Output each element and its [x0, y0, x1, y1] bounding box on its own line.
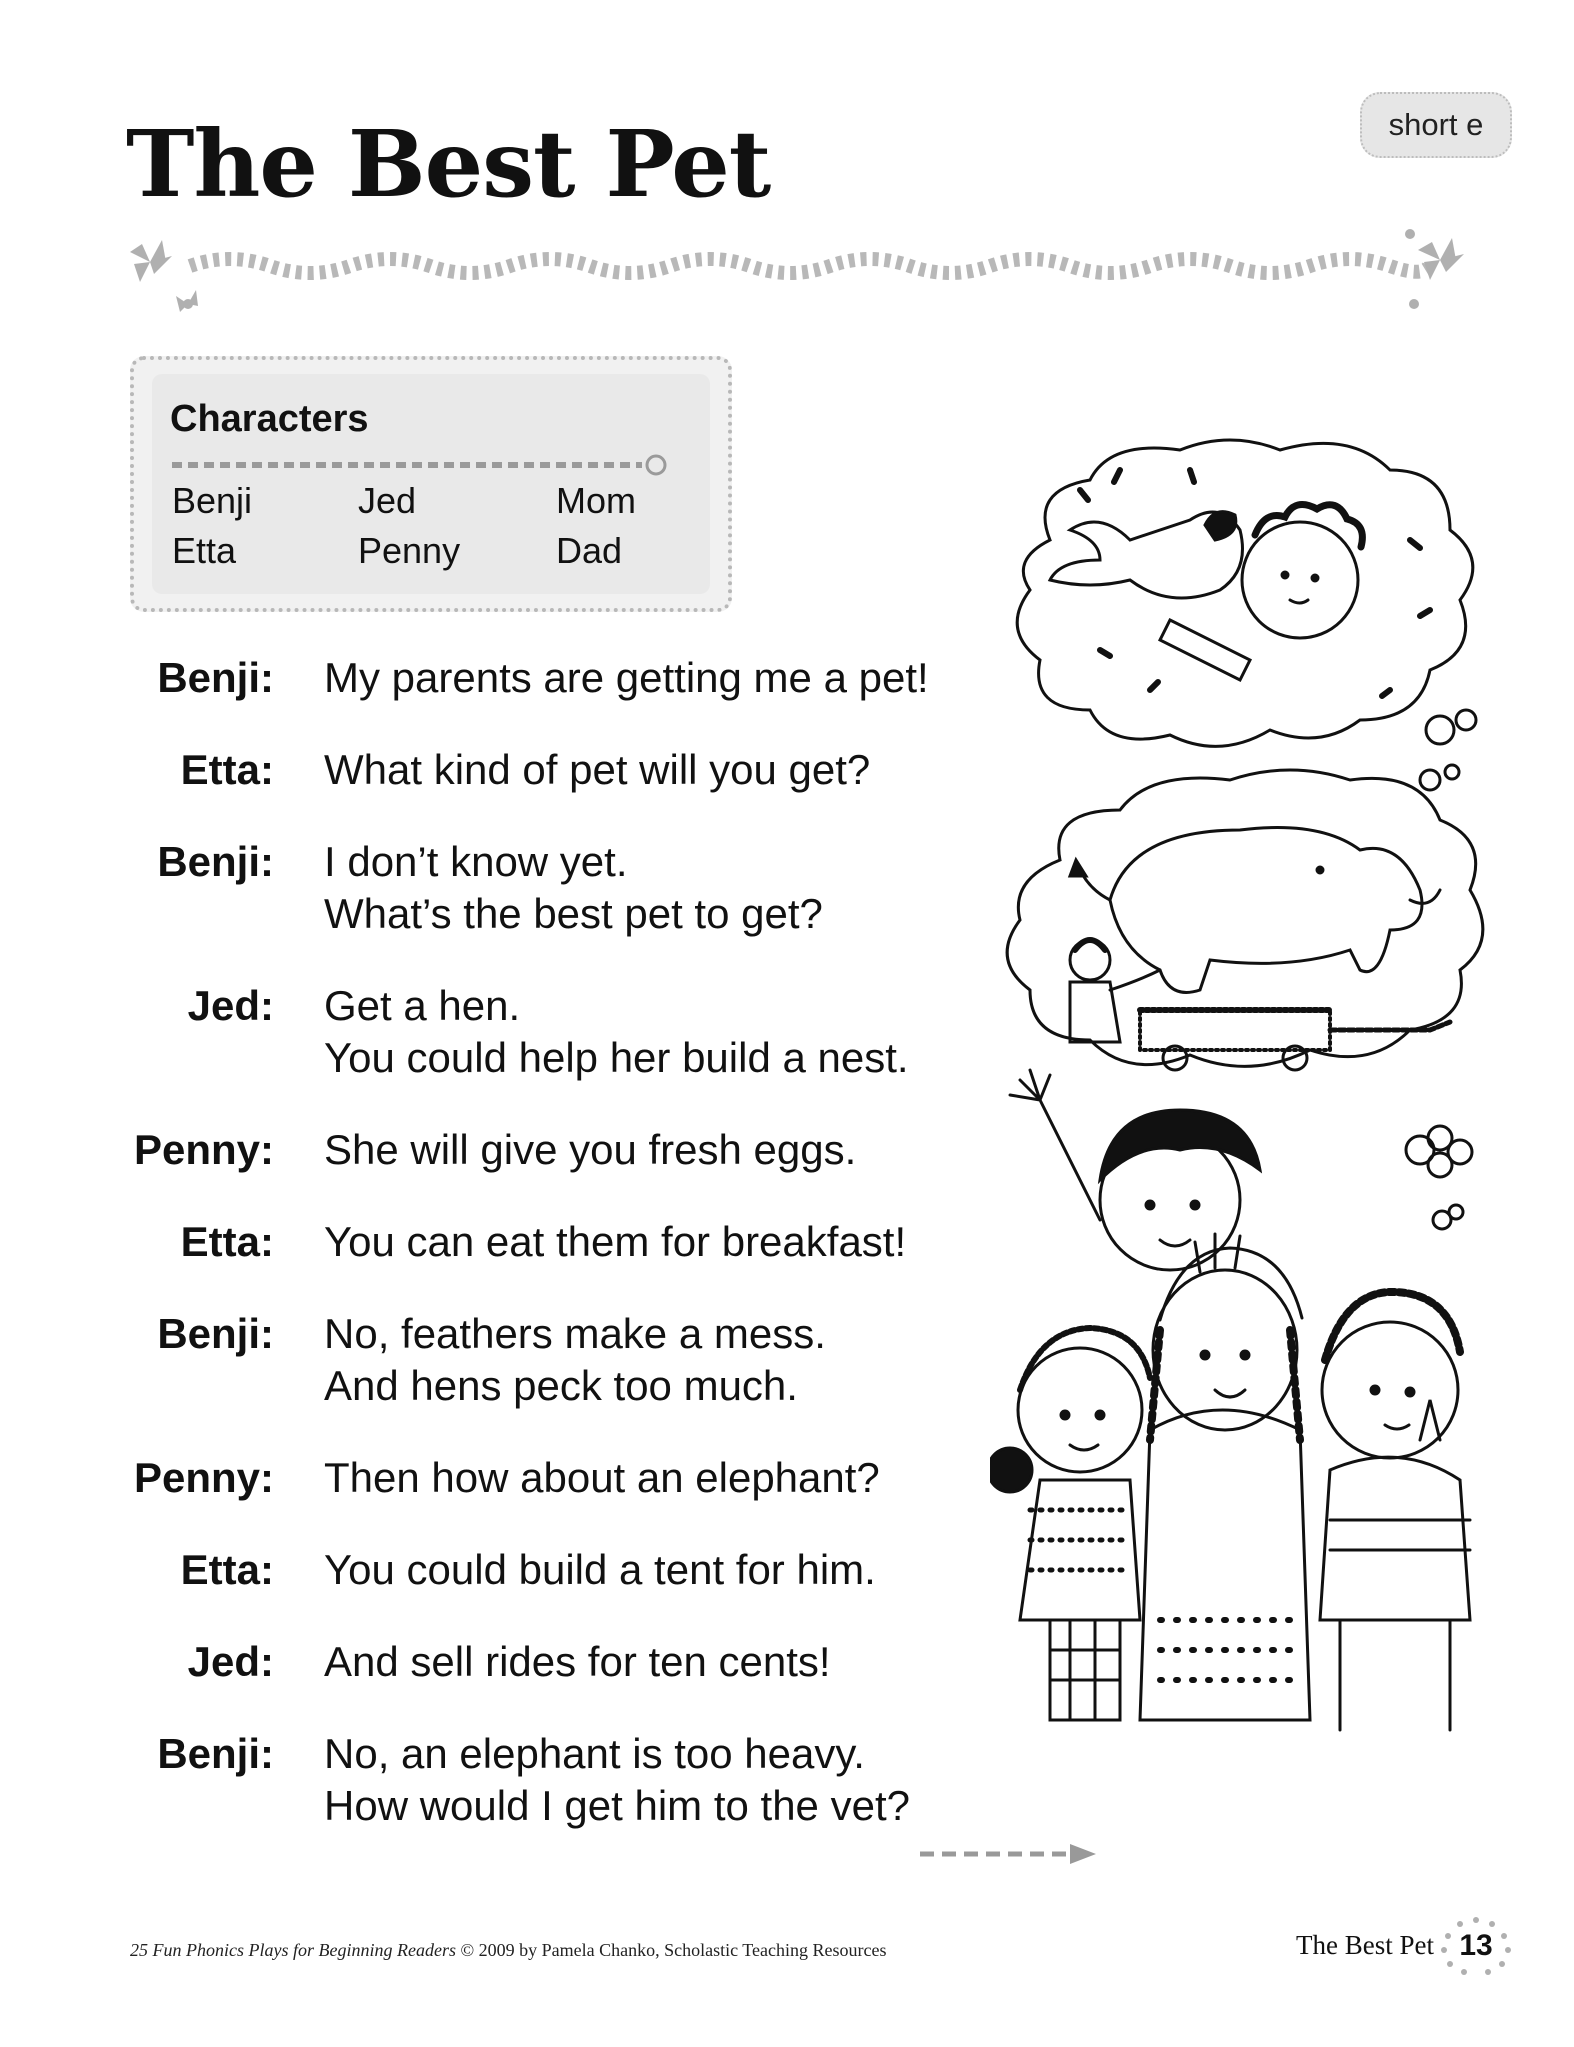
speech-text [324, 1452, 880, 1504]
speech-line: And sell rides for ten cents! [324, 1638, 831, 1685]
speech-text [324, 1728, 910, 1832]
character-name: Dad [556, 530, 623, 571]
page-title: The Best Pet [126, 110, 771, 218]
speech-text [324, 652, 929, 704]
character-name: Mom [556, 480, 636, 521]
characters-divider [172, 454, 672, 476]
dialogue-line [100, 1308, 1000, 1412]
dialogue-line [100, 652, 1000, 704]
dialogue-line [100, 1216, 1000, 1268]
speech-text [324, 1124, 856, 1176]
dialogue-line [100, 1636, 1000, 1688]
copyright-text: © 2009 by Pamela Chanko, Scholastic Teaching Resources [460, 1940, 887, 1960]
book-title: 25 Fun Phonics Plays for Beginning Readers [130, 1940, 456, 1960]
speaker-label: Jed: [187, 982, 274, 1029]
speech-text [324, 1216, 906, 1268]
speech-line: Get a hen. [324, 982, 521, 1029]
speech-line: What’s the best pet to get? [324, 890, 823, 937]
speech-line: You could build a tent for him. [324, 1546, 876, 1593]
speech-line: How would I get him to the vet? [324, 1782, 910, 1829]
copyright-notice [130, 1940, 886, 1961]
speech-line: Then how about an elephant? [324, 1454, 880, 1501]
speaker-label: Benji: [157, 1730, 274, 1777]
speaker-label: Penny: [133, 1126, 274, 1173]
play-dialogue [100, 652, 1000, 1872]
speech-line: You can eat them for breakfast! [324, 1218, 907, 1265]
speech-line: My parents are getting me a pet! [324, 654, 929, 701]
dialogue-line [100, 836, 1000, 940]
pinwheel-left-icon [130, 240, 198, 312]
thought-cloud-elephant-image [1007, 770, 1483, 1070]
speech-line: No, an elephant is too heavy. [324, 1730, 865, 1777]
speech-line: No, feathers make a mess. [324, 1310, 826, 1357]
speech-text [324, 1308, 826, 1412]
speaker-label: Etta: [180, 1218, 274, 1265]
speech-line: And hens peck too much. [324, 1362, 798, 1409]
speech-text [324, 1544, 876, 1596]
speaker-label: Benji: [157, 654, 274, 701]
speaker-label: Etta: [180, 1546, 274, 1593]
characters-box [130, 356, 732, 612]
continue-arrow-icon [920, 1842, 1100, 1866]
illustration-kids-dreaming-of-pets [990, 430, 1510, 1750]
speech-line: What kind of pet will you get? [324, 746, 871, 793]
dialogue-line [100, 1124, 1000, 1176]
small-cloud-icons [1406, 1126, 1472, 1229]
speaker-label: Penny: [133, 1454, 274, 1501]
speaker-label: Benji: [157, 838, 274, 885]
speaker-label: Jed: [187, 1638, 274, 1685]
dialogue-line [100, 1452, 1000, 1504]
speech-line: You could help her build a nest. [324, 1034, 909, 1081]
characters-heading: Characters [170, 398, 369, 440]
character-name: Benji [172, 480, 253, 521]
speech-text [324, 836, 823, 940]
phonics-badge: short e [1360, 92, 1512, 158]
character-name: Jed [358, 480, 417, 521]
thought-cloud-hen-image [1017, 440, 1476, 790]
speaker-label: Benji: [157, 1310, 274, 1357]
characters-list [172, 478, 716, 574]
page-number-value: 13 [1459, 1929, 1493, 1962]
speech-text [324, 1636, 831, 1688]
dialogue-line [100, 1544, 1000, 1596]
speech-line: She will give you fresh eggs. [324, 1126, 857, 1173]
dialogue-line [100, 1728, 1000, 1832]
running-title: The Best Pet [1296, 1930, 1434, 1960]
dialogue-line [100, 980, 1000, 1084]
speech-line: I don’t know yet. [324, 838, 628, 885]
dialogue-line [100, 744, 1000, 796]
speech-text [324, 744, 870, 796]
page-number [1436, 1914, 1516, 1978]
group-of-kids-image [990, 1070, 1470, 1730]
character-name: Penny [358, 530, 461, 571]
character-name: Etta [172, 530, 237, 571]
pinwheel-right-icon [1405, 229, 1464, 309]
wavy-line [190, 259, 1430, 273]
speaker-label: Etta: [180, 746, 274, 793]
speech-text [324, 980, 909, 1084]
decorative-wave-border [120, 222, 1480, 322]
